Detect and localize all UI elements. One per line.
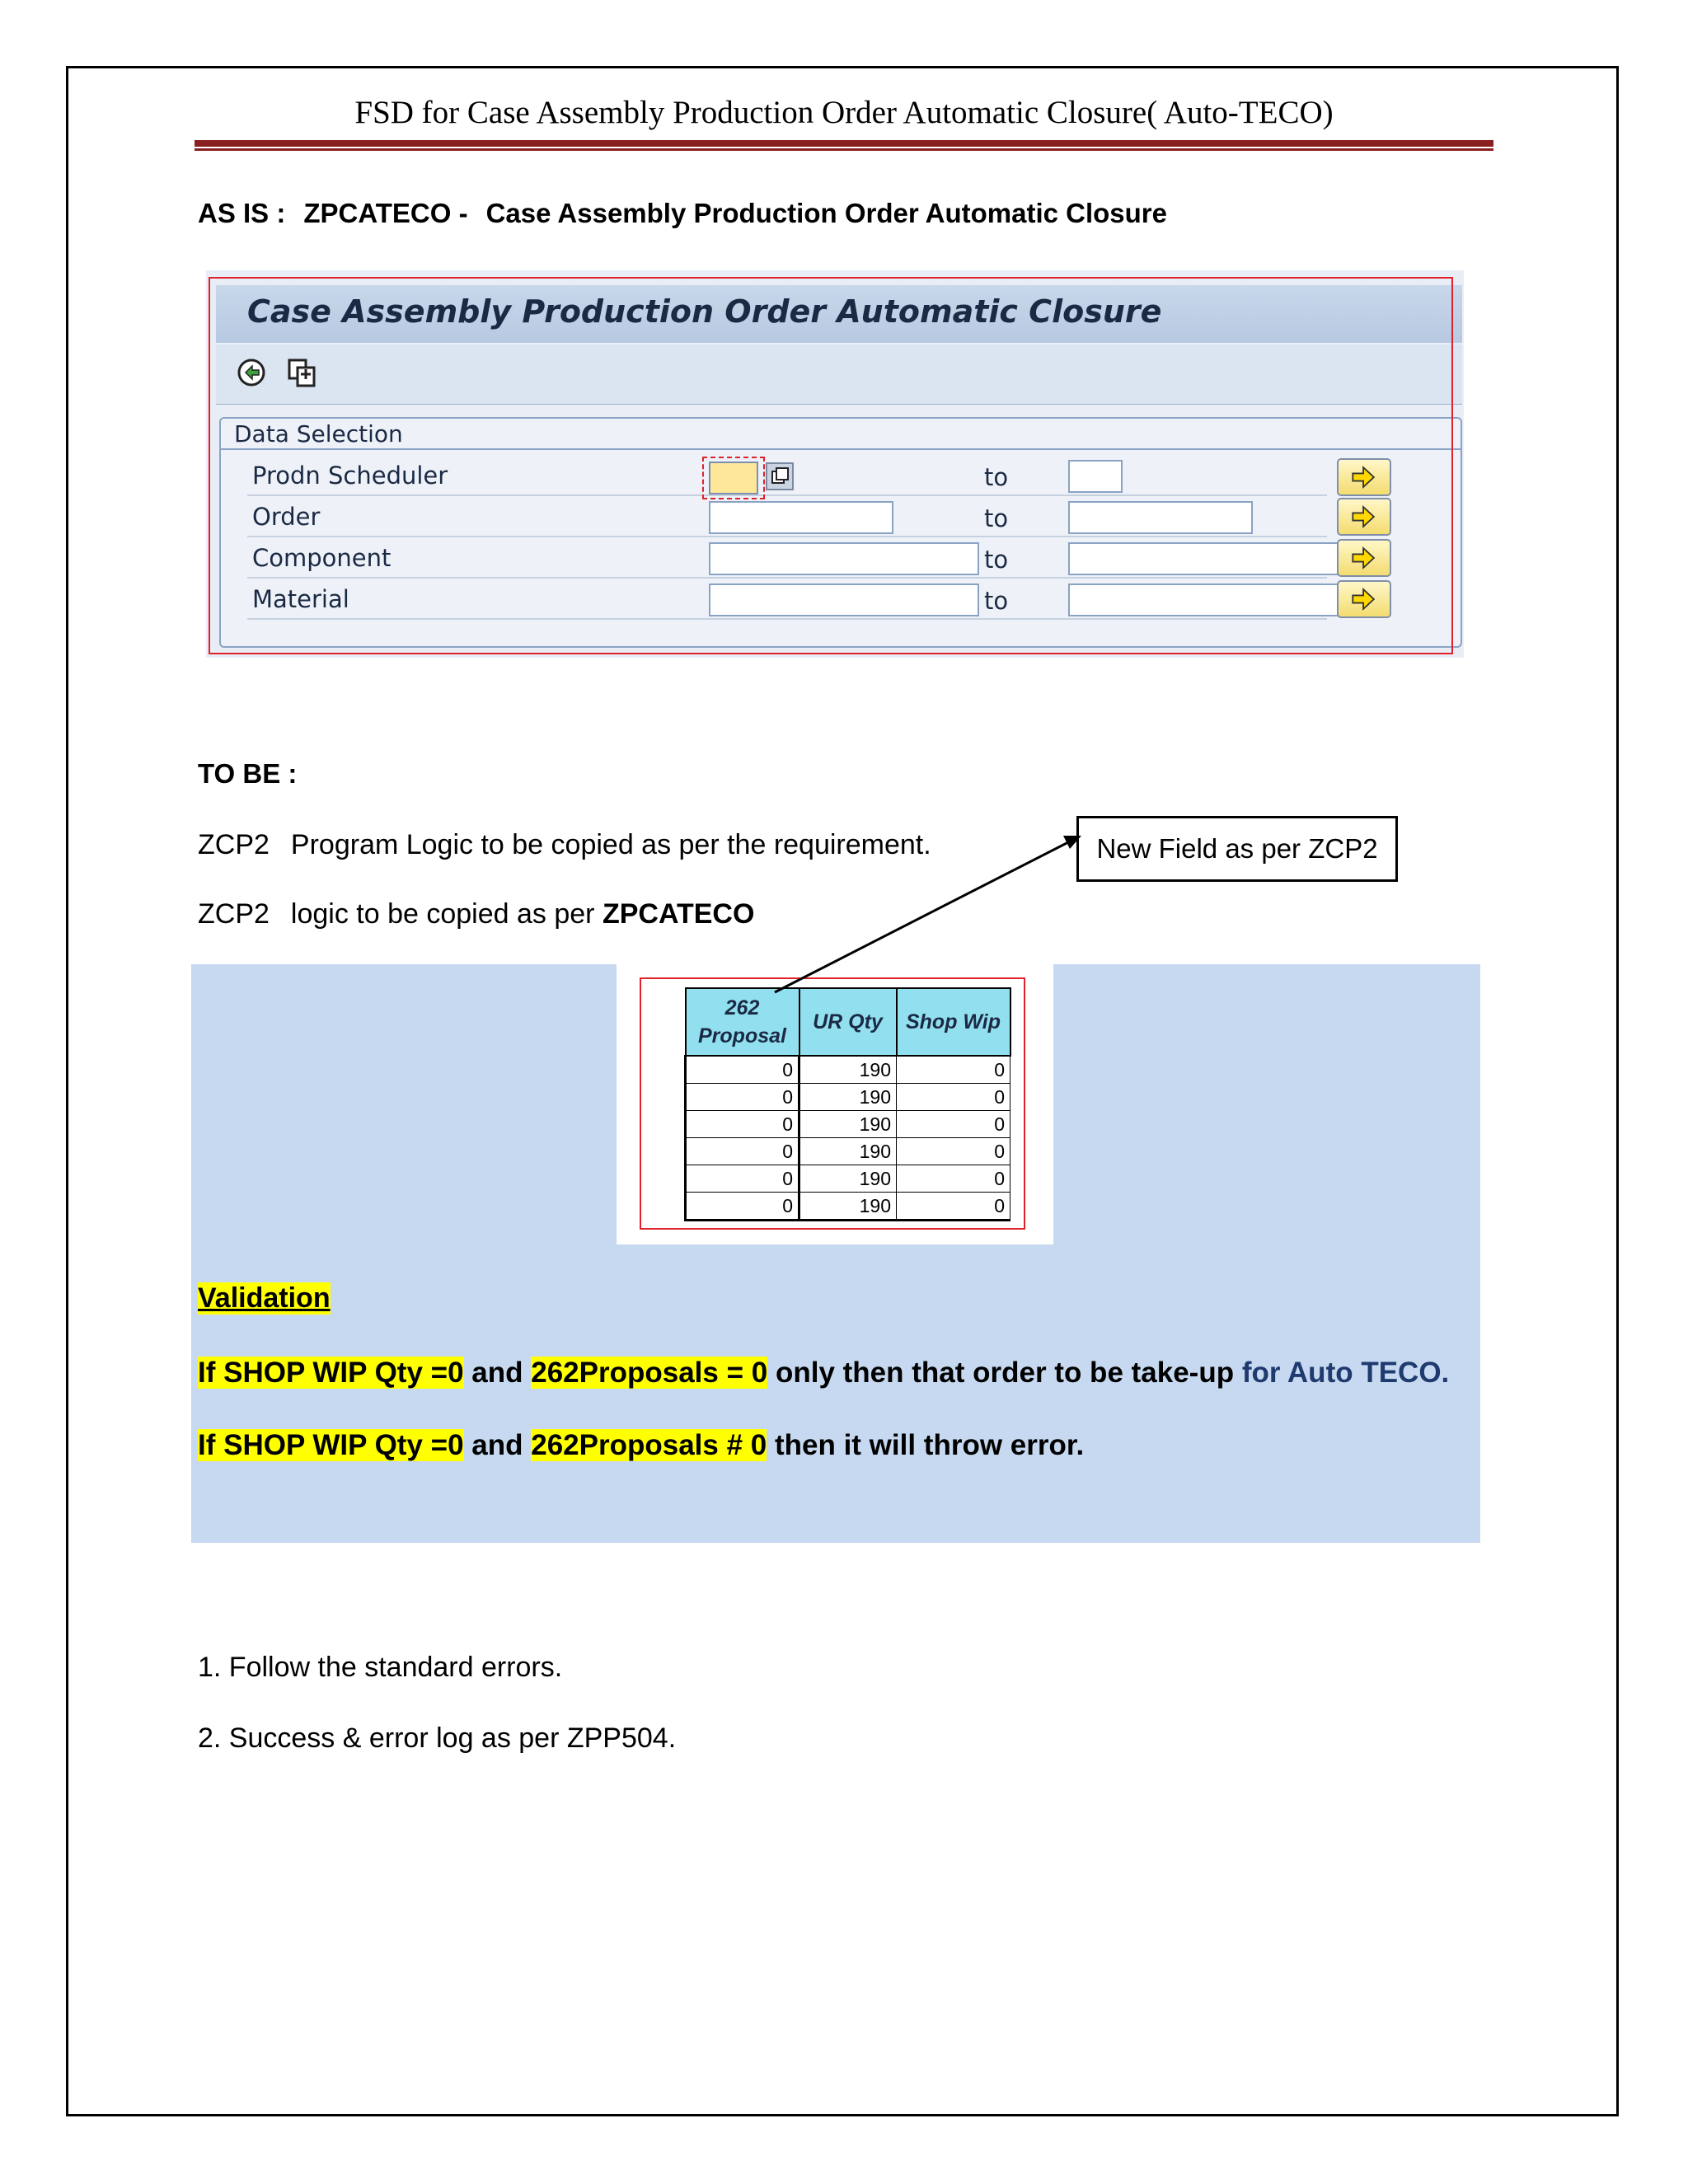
to-be-line-1-code: ZCP2 <box>198 829 270 860</box>
callout-text: New Field as per ZCP2 <box>1096 833 1378 864</box>
prodn-scheduler-label: Prodn Scheduler <box>252 462 448 490</box>
cell-shop-wip: 0 <box>897 1084 1010 1111</box>
prodn-scheduler-to-label: to <box>984 463 1009 491</box>
cell-shop-wip: 0 <box>897 1111 1010 1138</box>
cell-ur-qty: 190 <box>799 1138 897 1165</box>
as-is-label: AS IS : <box>198 198 286 228</box>
cell-262-proposal: 0 <box>686 1165 799 1193</box>
rule-2-condition-a: If SHOP WIP Qty =0 <box>198 1429 464 1461</box>
note-item-2: 2. Success & error log as per ZPP504. <box>198 1722 677 1754</box>
rule-2-and: and <box>463 1429 532 1461</box>
cell-ur-qty: 190 <box>799 1056 897 1084</box>
as-is-tcode: ZPCATECO - <box>303 198 468 228</box>
component-to-label: to <box>984 546 1009 574</box>
material-label: Material <box>252 585 349 613</box>
rule-1-condition-a: If SHOP WIP Qty =0 <box>198 1357 464 1389</box>
as-is-description: Case Assembly Production Order Automatic Closure <box>485 198 1167 228</box>
cell-262-proposal: 0 <box>686 1193 799 1221</box>
rule-2-action: then it will throw error. <box>767 1429 1085 1461</box>
rule-1-action-end: for Auto TECO. <box>1241 1357 1450 1389</box>
cell-shop-wip: 0 <box>897 1056 1010 1084</box>
order-to-label: to <box>984 504 1009 532</box>
to-be-line-2-text: logic to be copied as per <box>290 898 603 930</box>
cell-262-proposal: 0 <box>686 1084 799 1111</box>
to-be-heading: TO BE : <box>198 758 298 789</box>
data-selection-label: Data Selection <box>234 420 403 448</box>
validation-rule-1 <box>198 1357 1449 1390</box>
cell-shop-wip: 0 <box>897 1165 1010 1193</box>
header-262-proposal: 262 Proposal <box>686 988 799 1056</box>
cell-shop-wip: 0 <box>897 1193 1010 1221</box>
cell-ur-qty: 190 <box>799 1165 897 1193</box>
cell-ur-qty: 190 <box>799 1193 897 1221</box>
rule-1-action: only then that order to be take-up <box>767 1357 1242 1389</box>
header-ur-qty: UR Qty <box>799 988 897 1056</box>
cell-262-proposal: 0 <box>686 1138 799 1165</box>
note-item-1: 1. Follow the standard errors. <box>198 1652 563 1683</box>
cell-262-proposal: 0 <box>686 1056 799 1084</box>
sap-screen-title: Case Assembly Production Order Automatic Closure <box>247 293 1162 330</box>
order-label: Order <box>252 503 321 531</box>
rule-1-condition-b: 262Proposals = 0 <box>531 1357 768 1389</box>
validation-heading: Validation <box>198 1282 331 1314</box>
cell-ur-qty: 190 <box>799 1111 897 1138</box>
cell-262-proposal: 0 <box>686 1111 799 1138</box>
cell-ur-qty: 190 <box>799 1084 897 1111</box>
validation-rule-2 <box>198 1429 1084 1462</box>
header-shop-wip: Shop Wip <box>897 988 1010 1056</box>
to-be-line-1-text: Program Logic to be copied as per the requirement. <box>290 829 931 860</box>
to-be-line-2-bold: ZPCATECO <box>602 898 755 930</box>
component-label: Component <box>252 544 392 572</box>
document-header-title: FSD for Case Assembly Production Order Automatic Closure( Auto-TECO) <box>354 95 1334 130</box>
cell-shop-wip: 0 <box>897 1138 1010 1165</box>
rule-2-condition-b: 262Proposals # 0 <box>531 1429 767 1461</box>
rule-1-and: and <box>463 1357 532 1389</box>
material-to-label: to <box>984 587 1009 615</box>
to-be-line-2-code: ZCP2 <box>198 898 270 930</box>
